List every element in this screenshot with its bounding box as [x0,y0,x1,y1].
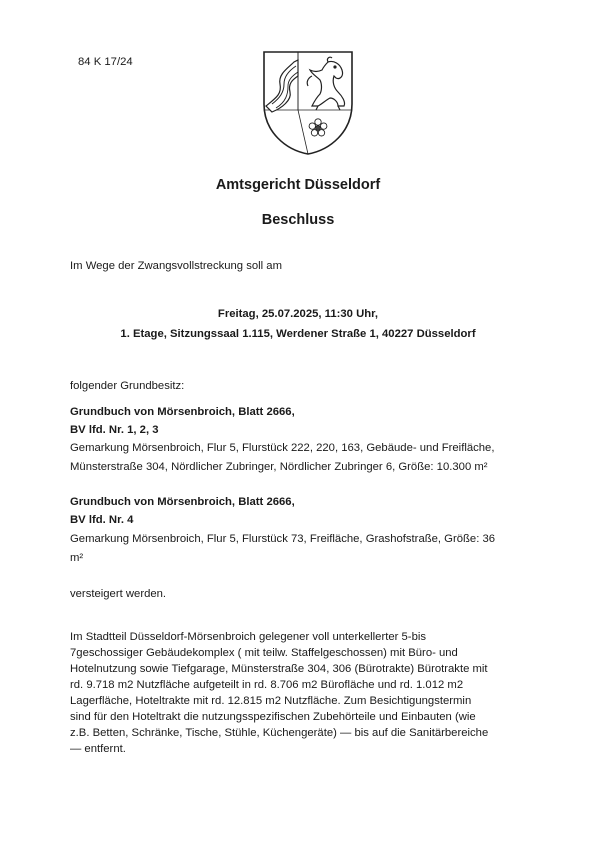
description-line: sind für den Hoteltrakt die nutzungsspezifischen Zubehörteile und Einbauten (wie [70,711,476,723]
auction-date: Freitag, 25.07.2025, 11:30 Uhr, [217,308,379,320]
property-description: Gemarkung Mörsenbroich, Flur 5, Flurstück 73, Freifläche, Grashofstraße, Größe: 36 [70,533,496,545]
description-line: — entfernt. [70,743,126,755]
outcome-text: versteigert werden. [70,588,167,600]
description-line: rd. 9.718 m2 Nutzfläche aufgeteilt in rd. 8.706 m2 Bürofläche und rd. 1.012 m2 [70,679,464,691]
property-description: Gemarkung Mörsenbroich, Flur 5, Flurstück 222, 220, 163, Gebäude- und Freifläche, [70,442,495,454]
property-bv: BV lfd. Nr. 4 [70,514,134,526]
auction-location: 1. Etage, Sitzungssaal 1.115, Werdener Straße 1, 40227 Düsseldorf [120,328,476,340]
description-line: 7geschossiger Gebäudekomplex ( mit teilw. Staffelgeschossen) mit Büro- und [70,647,458,659]
property-bv: BV lfd. Nr. 1, 2, 3 [70,424,159,436]
case-number: 84 K 17/24 [78,56,133,68]
court-name: Amtsgericht Düsseldorf [215,177,381,193]
description-line: Im Stadtteil Düsseldorf-Mörsenbroich gelegener voll unterkellerter 5-bis [70,631,427,643]
description-line: Hotelnutzung sowie Tiefgarage, Münsterstraße 304, 306 (Bürotrakte) Bürotrakte mit [70,663,488,675]
property-title: Grundbuch von Mörsenbroich, Blatt 2666, [70,406,295,418]
description-line: z.B. Betten, Schränke, Tische, Stühle, Küchengeräte) — bis auf die Sanitärbereiche [70,727,489,739]
property-description: Münsterstraße 304, Nördlicher Zubringer, Nördlicher Zubringer 6, Größe: 10.300 m² [70,461,488,473]
object-description [70,629,550,757]
description-line: Lagerfläche, Hoteltrakte mit rd. 12.815 m2 Nutzfläche. Zum Besichtigungstermin [70,695,472,707]
nrw-coat-of-arms-icon [258,46,358,158]
document-type: Beschluss [261,212,335,228]
property-description: m² [70,552,84,564]
property-intro: folgender Grundbesitz: [70,380,185,392]
property-title: Grundbuch von Mörsenbroich, Blatt 2666, [70,496,295,508]
intro-text: Im Wege der Zwangsvollstreckung soll am [70,260,283,272]
